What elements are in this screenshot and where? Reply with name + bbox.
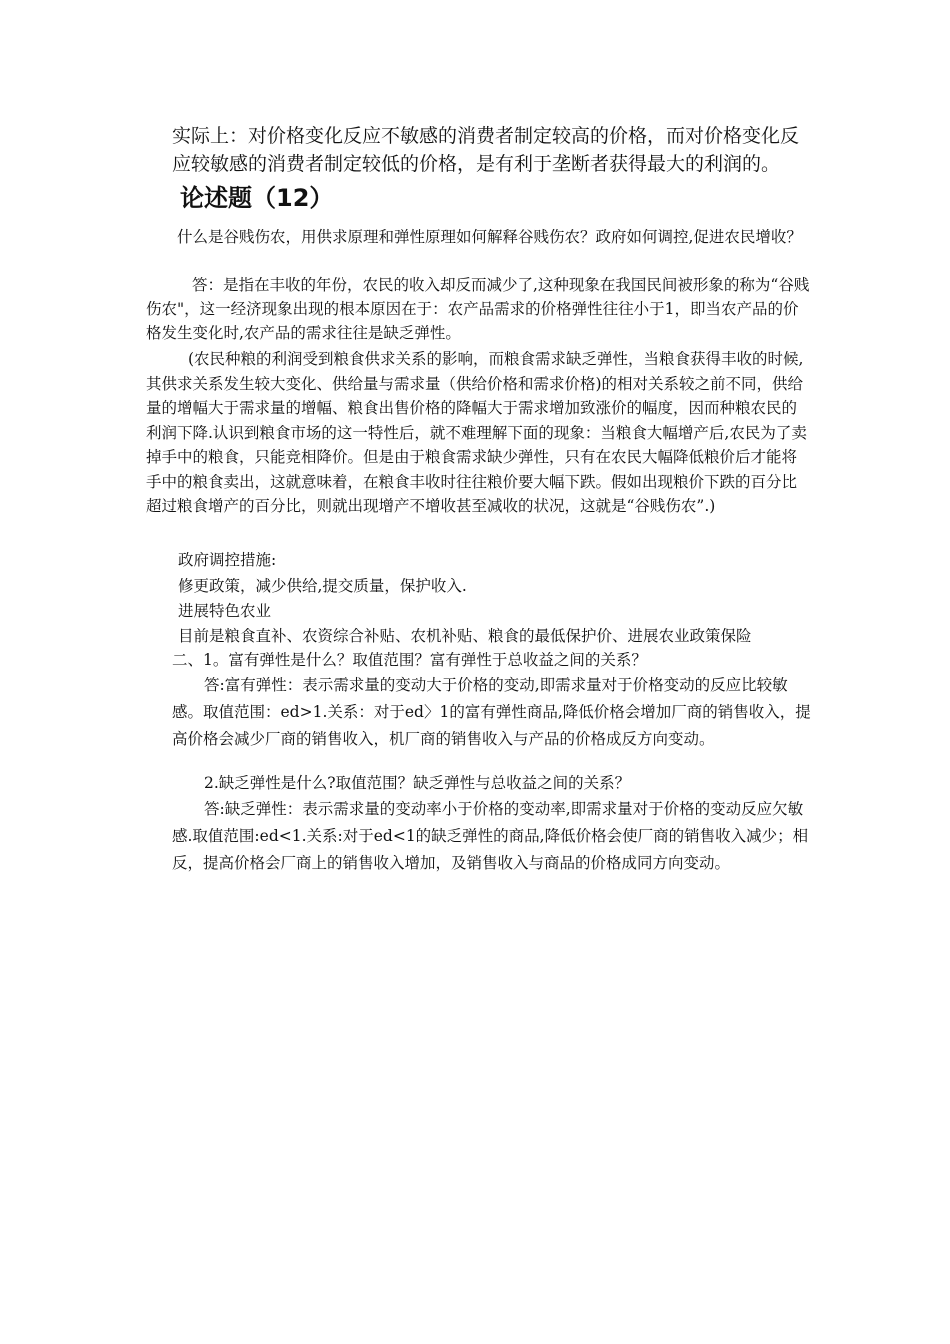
answer-1: 答：是指在丰收的年份，农民的收入却反而减少了,这种现象在我国民间被形象的称为“谷贱伤农"，这一经济现象出现的根本原因在于：农产品需求的价格弹性往往小于1，即当农产品的价格发生变化时,农产品的需求往往是缺乏弹性。 — [146, 276, 810, 342]
answer-3: 答:缺乏弹性：表示需求量的变动率小于价格的变动率,即需求量对于价格的变动反应欠敏感.取值范围:ed<1.关系:对于ed<1的缺乏弹性的商品,降低价格会使厂商的销售收入减少；相反，提高价格会厂商上的销售收入增加，及销售收入与商品的价格成同方向变动。 — [172, 800, 809, 872]
question-2: 二、1。富有弹性是什么？取值范围？富有弹性于总收益之间的关系？ — [172, 651, 647, 669]
question-3: 2.缺乏弹性是什么?取值范围？缺乏弹性与总收益之间的关系？ — [204, 774, 631, 792]
government-measure-item: 目前是粮食直补、农资综合补贴、农机补贴、粮食的最低保护价、进展农业政策保险 — [178, 627, 752, 645]
intro-paragraph: 实际上：对价格变化反应不敏感的消费者制定较高的价格，而对价格变化反应较敏感的消费者制定较低的价格，是有利于垄断者获得最大的利润的。 — [172, 125, 800, 175]
government-measure-item: 进展特色农业 — [178, 602, 272, 620]
question-1: 什么是谷贱伤农，用供求原理和弹性原理如何解释谷贱伤农？政府如何调控,促进农民增收？ — [177, 228, 802, 246]
explanation-1: (农民种粮的利润受到粮食供求关系的影响，而粮食需求缺乏弹性，当粮食获得丰收的时候,其供求关系发生较大变化、供给量与需求量（供给价格和需求价格)的相对关系较之前不同，供给量的增幅大于需求量的增幅、粮食出售价格的降幅大于需求增加致涨价的幅度，因而种粮农民的利润下降.认识到粮食市场的这一特性后，就不难理解下面的现象：当粮食大幅增产后,农民为了卖掉手中的粮食，只能竞相降价。但是由于粮食需求缺少弹性，只有在农民大幅降低粮价后才能将手中的粮食卖出，这就意味着，在粮食丰收时往往粮价要大幅下跌。假如出现粮价下跌的百分比超过粮食增产的百分比，则就出现增产不增收甚至减收的状况，这就是“谷贱伤农”.) — [146, 350, 807, 515]
government-measures-title: 政府调控措施: — [178, 551, 277, 569]
section-heading: 论述题（12） — [180, 184, 334, 212]
government-measure-item: 修更政策，减少供给,提交质量，保护收入. — [178, 577, 467, 595]
answer-2: 答:富有弹性：表示需求量的变动大于价格的变动,即需求量对于价格变动的反应比较敏感。取值范围：ed>1.关系：对于ed〉1的富有弹性商品,降低价格会增加厂商的销售收入，提高价格会减少厂商的销售收入，机厂商的销售收入与产品的价格成反方向变动。 — [172, 676, 811, 748]
